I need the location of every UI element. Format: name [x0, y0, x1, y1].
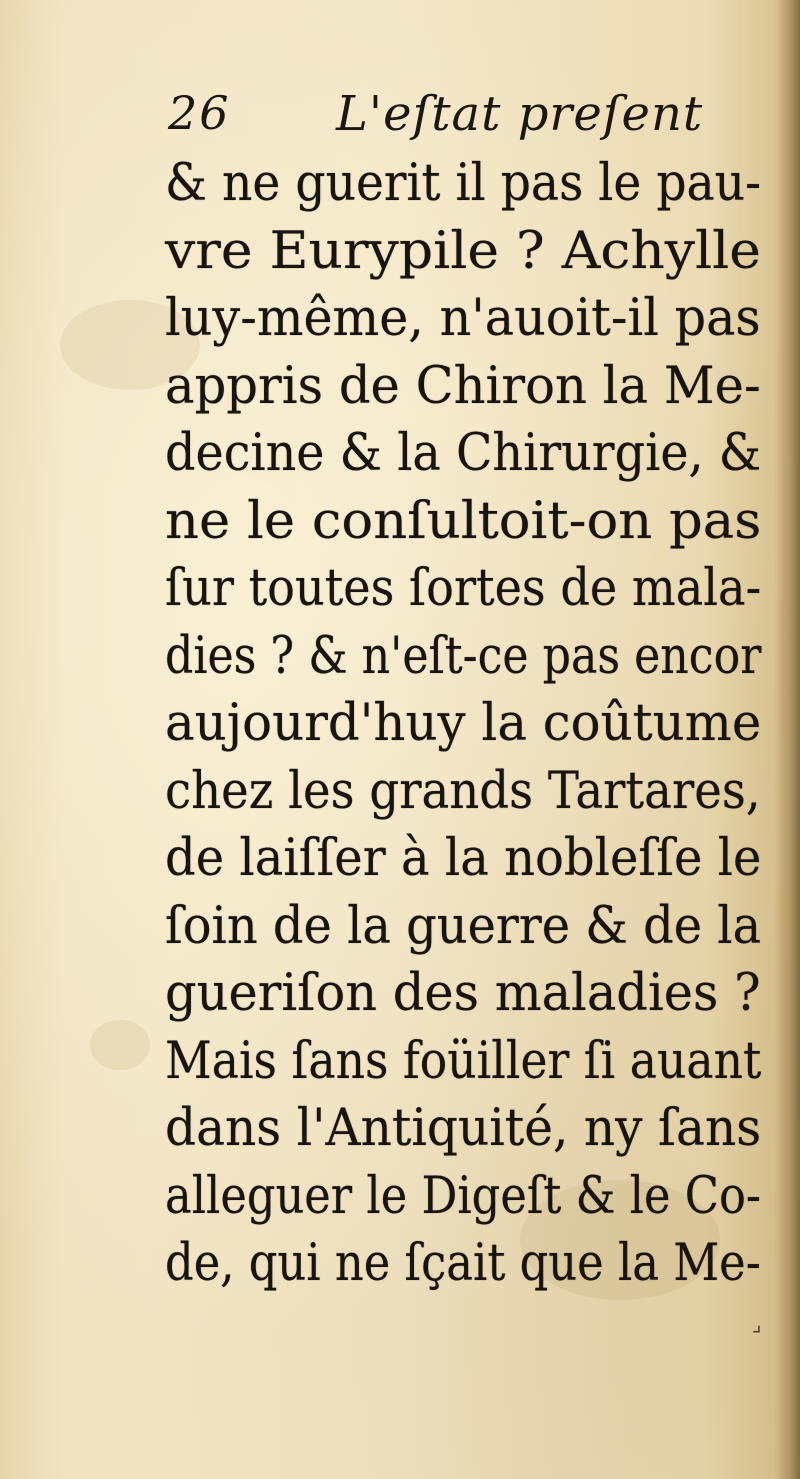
text-line: chez les grands Tartares,	[165, 761, 761, 821]
body-text	[165, 150, 775, 1298]
text-line: luy-même, n'auoit-il pas	[165, 289, 761, 348]
text-line: ne le conſultoit-on pas	[165, 491, 762, 551]
page-header	[160, 86, 720, 156]
text-line: de, qui ne ſçait que la Me-	[165, 1234, 761, 1293]
text-line: alleguer le Digeſt & le Co-	[165, 1166, 762, 1226]
text-line: ſoin de la guerre & de la	[165, 896, 762, 956]
running-title: L'eſtat preſent	[336, 86, 704, 142]
text-line: de laiſſer à la nobleſſe le	[165, 829, 762, 888]
text-line: & ne guerit il pas le pau-	[165, 154, 762, 213]
text-line: appris de Chiron la Me-	[165, 356, 761, 416]
page-number: 26	[168, 86, 231, 140]
text-line: aujourd'huy la coûtume	[165, 694, 762, 753]
text-line: Mais ſans foüiller ſi auant	[165, 1031, 762, 1091]
text-line: dies ? & n'eſt-ce pas encor	[165, 626, 762, 686]
text-line: ſur toutes ſortes de mala-	[165, 559, 762, 618]
catchword-mark: ⌟	[752, 1312, 762, 1336]
paper-stain	[90, 1020, 150, 1070]
text-line: dans l'Antiquité, ny ſans	[165, 1099, 762, 1158]
text-line: gueriſon des maladies ?	[165, 964, 761, 1023]
text-line: decine & la Chirurgie, &	[165, 424, 762, 483]
text-line: vre Eurypile ? Achylle	[165, 221, 761, 281]
